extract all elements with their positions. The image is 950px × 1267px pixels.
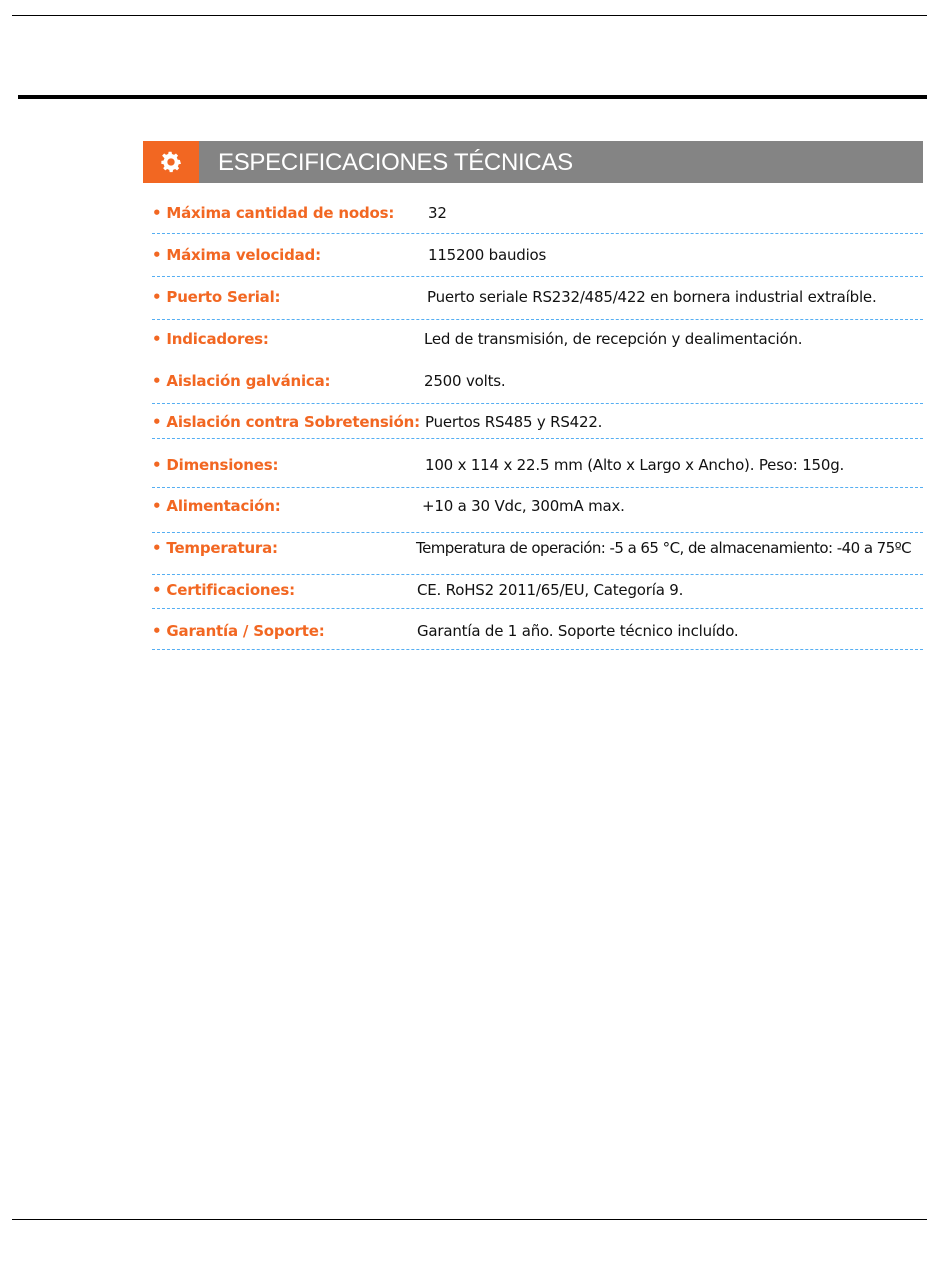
row-divider	[152, 276, 923, 277]
row-divider	[152, 319, 923, 320]
spec-label: • Máxima velocidad:	[152, 246, 321, 264]
spec-value: Puerto seriale RS232/485/422 en bornera industrial extraíble.	[427, 288, 877, 306]
footer-rule	[12, 1219, 927, 1220]
spec-label: • Temperatura:	[152, 539, 278, 557]
row-divider	[152, 403, 923, 404]
spec-value: Led de transmisión, de recepción y dealimentación.	[424, 330, 803, 348]
spec-value: Garantía de 1 año. Soporte técnico incluído.	[417, 622, 739, 640]
spec-label: • Indicadores:	[152, 330, 269, 348]
row-divider	[152, 649, 923, 650]
spec-value: +10 a 30 Vdc, 300mA max.	[422, 497, 625, 515]
spec-value: 32	[428, 204, 447, 222]
spec-label: • Máxima cantidad de nodos:	[152, 204, 395, 222]
row-divider	[152, 487, 923, 488]
spec-value: 115200 baudios	[428, 246, 547, 264]
spec-value: 2500 volts.	[424, 372, 506, 390]
spec-label: • Certificaciones:	[152, 581, 295, 599]
spec-value: Temperatura de operación: -5 a 65 °C, de almacenamiento: -40 a 75ºC	[416, 539, 912, 557]
spec-label: • Alimentación:	[152, 497, 281, 515]
row-divider	[152, 233, 923, 234]
gear-icon	[143, 141, 199, 183]
section-title: ESPECIFICACIONES TÉCNICAS	[218, 149, 573, 176]
spec-panel	[143, 141, 923, 640]
header-rule-thin	[12, 15, 927, 16]
spec-value: CE. RoHS2 2011/65/EU, Categoría 9.	[417, 581, 684, 599]
spec-label: • Dimensiones:	[152, 456, 279, 474]
spec-label: • Garantía / Soporte:	[152, 622, 325, 640]
row-divider	[152, 532, 923, 533]
header-rule-thick	[18, 95, 927, 99]
spec-label: • Puerto Serial:	[152, 288, 281, 306]
spec-label: • Aislación galvánica:	[152, 372, 331, 390]
spec-label: • Aislación contra Sobretensión:	[152, 413, 420, 431]
row-divider	[152, 608, 923, 609]
spec-value: 100 x 114 x 22.5 mm (Alto x Largo x Ancho). Peso: 150g.	[425, 456, 845, 474]
spec-header	[143, 141, 923, 183]
row-divider	[152, 574, 923, 575]
row-divider	[152, 438, 923, 439]
spec-value: Puertos RS485 y RS422.	[425, 413, 603, 431]
